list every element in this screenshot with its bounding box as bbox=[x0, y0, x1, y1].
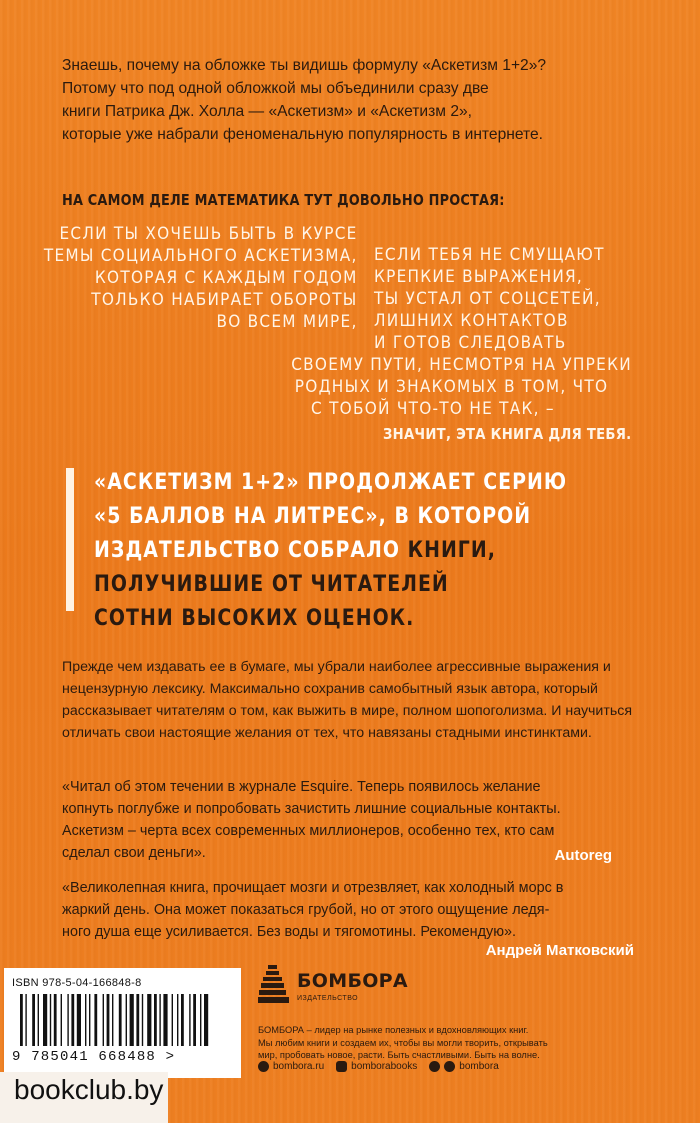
note-line: Прежде чем издавать ее в бумаге, мы убрали наиболее агрессивные выражения и bbox=[62, 659, 611, 675]
series-line: «5 БАЛЛОВ НА ЛИТРЕС», В КОТОРОЙ bbox=[94, 504, 532, 529]
right-condition-line: РОДНЫХ И ЗНАКОМЫХ В ТОМ, ЧТО bbox=[294, 377, 609, 397]
review-line: сделал свои деньги». bbox=[62, 845, 206, 861]
barcode-digits: 9 785041 668488 > bbox=[12, 1049, 176, 1065]
series-line: «АСКЕТИЗМ 1+2» ПРОДОЛЖАЕТ СЕРИЮ bbox=[94, 470, 568, 495]
social-website-label: bombora.ru bbox=[273, 1061, 325, 1072]
math-heading: НА САМОМ ДЕЛЕ МАТЕМАТИКА ТУТ ДОВОЛЬНО ПРОСТАЯ: bbox=[62, 191, 505, 209]
left-condition-line: ЕСЛИ ТЫ ХОЧЕШЬ БЫТЬ В КУРСЕ bbox=[59, 224, 359, 244]
series-line: ПОЛУЧИВШИЕ ОТ ЧИТАТЕЛЕЙ bbox=[94, 572, 449, 597]
publisher-line: Мы любим книги и создаем их, чтобы вы могли творить, открывать bbox=[258, 1037, 548, 1048]
series-line: СОТНИ ВЫСОКИХ ОЦЕНОК. bbox=[94, 606, 415, 631]
globe-icon bbox=[258, 1061, 269, 1072]
publisher-logo-word: БОМБОРА bbox=[297, 970, 408, 992]
series-statement bbox=[94, 466, 567, 636]
series-line bbox=[94, 534, 567, 568]
conclusion-line: ЗНАЧИТ, ЭТА КНИГА ДЛЯ ТЕБЯ. bbox=[383, 425, 632, 443]
right-condition-line: ТЫ УСТАЛ ОТ СОЦСЕТЕЙ, bbox=[374, 289, 601, 309]
left-condition-column bbox=[44, 223, 358, 333]
review-line: Аскетизм – черта всех современных миллионеров, особенно тех, кто сам bbox=[62, 823, 555, 839]
right-condition-line: ЛИШНИХ КОНТАКТОВ bbox=[374, 311, 569, 331]
review-line: «Великолепная книга, прочищает мозги и отрезвляет, как холодный морс в bbox=[62, 880, 564, 896]
right-condition-line: С ТОБОЙ ЧТО-ТО НЕ ТАК, – bbox=[311, 399, 555, 419]
social-messengers[interactable] bbox=[429, 1061, 498, 1072]
right-condition-line: СВОЕМУ ПУТИ, НЕСМОТРЯ НА УПРЕКИ bbox=[291, 355, 632, 375]
review-author-1: Autoreg bbox=[554, 847, 612, 864]
right-condition-line: КРЕПКИЕ ВЫРАЖЕНИЯ, bbox=[374, 267, 584, 287]
right-condition-line: И ГОТОВ СЛЕДОВАТЬ bbox=[374, 333, 567, 353]
social-messengers-label: bombora bbox=[459, 1061, 499, 1072]
series-line-part: ИЗДАТЕЛЬСТВО СОБРАЛО bbox=[94, 538, 408, 563]
review-line: «Читал об этом течении в журнале Esquire. Теперь появилось желание bbox=[62, 779, 541, 795]
left-condition-line: ТЕМЫ СОЦИАЛЬНОГО АСКЕТИЗМА, bbox=[44, 246, 358, 266]
review-author-2: Андрей Матковский bbox=[485, 942, 634, 959]
editorial-note bbox=[62, 656, 672, 744]
right-condition-line: ЕСЛИ ТЕБЯ НЕ СМУЩАЮТ bbox=[374, 245, 605, 265]
social-website[interactable] bbox=[258, 1061, 324, 1072]
review-quote-2 bbox=[62, 877, 563, 943]
publisher-logo-sub: ИЗДАТЕЛЬСТВО bbox=[297, 995, 359, 1002]
note-line: рассказывает читателям о том, как выжить в мире, полном шопоголизма. И научиться bbox=[62, 703, 633, 719]
note-line: нецензурную лексику. Максимально сохранив самобытный язык автора, который bbox=[62, 681, 598, 697]
intro-line: которые уже набрали феноменальную популярность в интернете. bbox=[62, 126, 543, 143]
review-line: ного душа еще усиливается. Без воды и тягомотины. Рекомендую». bbox=[62, 924, 516, 940]
intro-line: Знаешь, почему на обложке ты видишь формулу «Аскетизм 1+2»? bbox=[62, 57, 547, 74]
review-line: копнуть поглубже и попробовать зачистить лишние социальные контакты. bbox=[62, 801, 561, 817]
note-line: отличать свои настоящие желания от тех, что навязаны стадными инстинктами. bbox=[62, 725, 592, 741]
left-condition-line: КОТОРАЯ С КАЖДЫМ ГОДОМ bbox=[95, 268, 359, 288]
left-condition-line: ТОЛЬКО НАБИРАЕТ ОБОРОТЫ bbox=[91, 290, 358, 310]
vk-icon bbox=[336, 1061, 347, 1072]
telegram-icon bbox=[444, 1061, 455, 1072]
intro-line: книги Патрика Дж. Холла — «Аскетизм» и «Аскетизм 2», bbox=[62, 103, 472, 120]
publisher-line: БОМБОРА – лидер на рынке полезных и вдохновляющих книг. bbox=[258, 1025, 529, 1035]
intro-line: Потому что под одной обложкой мы объединили сразу две bbox=[62, 80, 489, 97]
series-line-highlight: КНИГИ, bbox=[407, 538, 496, 563]
instagram-icon bbox=[429, 1061, 440, 1072]
publisher-line: мир, пробовать новое, расти. Быть счастливыми. Быть на волне. bbox=[258, 1050, 540, 1060]
publisher-description bbox=[258, 1024, 668, 1062]
social-books-label: bomborabooks bbox=[351, 1061, 418, 1072]
social-links bbox=[258, 1061, 499, 1072]
social-books[interactable] bbox=[336, 1061, 417, 1072]
review-quote-1 bbox=[62, 776, 561, 864]
bombora-logo-icon bbox=[258, 965, 292, 1009]
intro-paragraph bbox=[62, 54, 662, 146]
right-condition-column bbox=[291, 244, 632, 420]
series-accent-bar bbox=[66, 468, 74, 611]
review-line: жаркий день. Она может показаться грубой, но от этого ощущение ледя- bbox=[62, 902, 550, 918]
left-condition-line: ВО ВСЕМ МИРЕ, bbox=[216, 312, 358, 332]
watermark-site: bookclub.by bbox=[14, 1074, 164, 1105]
barcode-bars bbox=[12, 994, 232, 1050]
isbn-label: ISBN 978-5-04-166848-8 bbox=[12, 977, 142, 989]
